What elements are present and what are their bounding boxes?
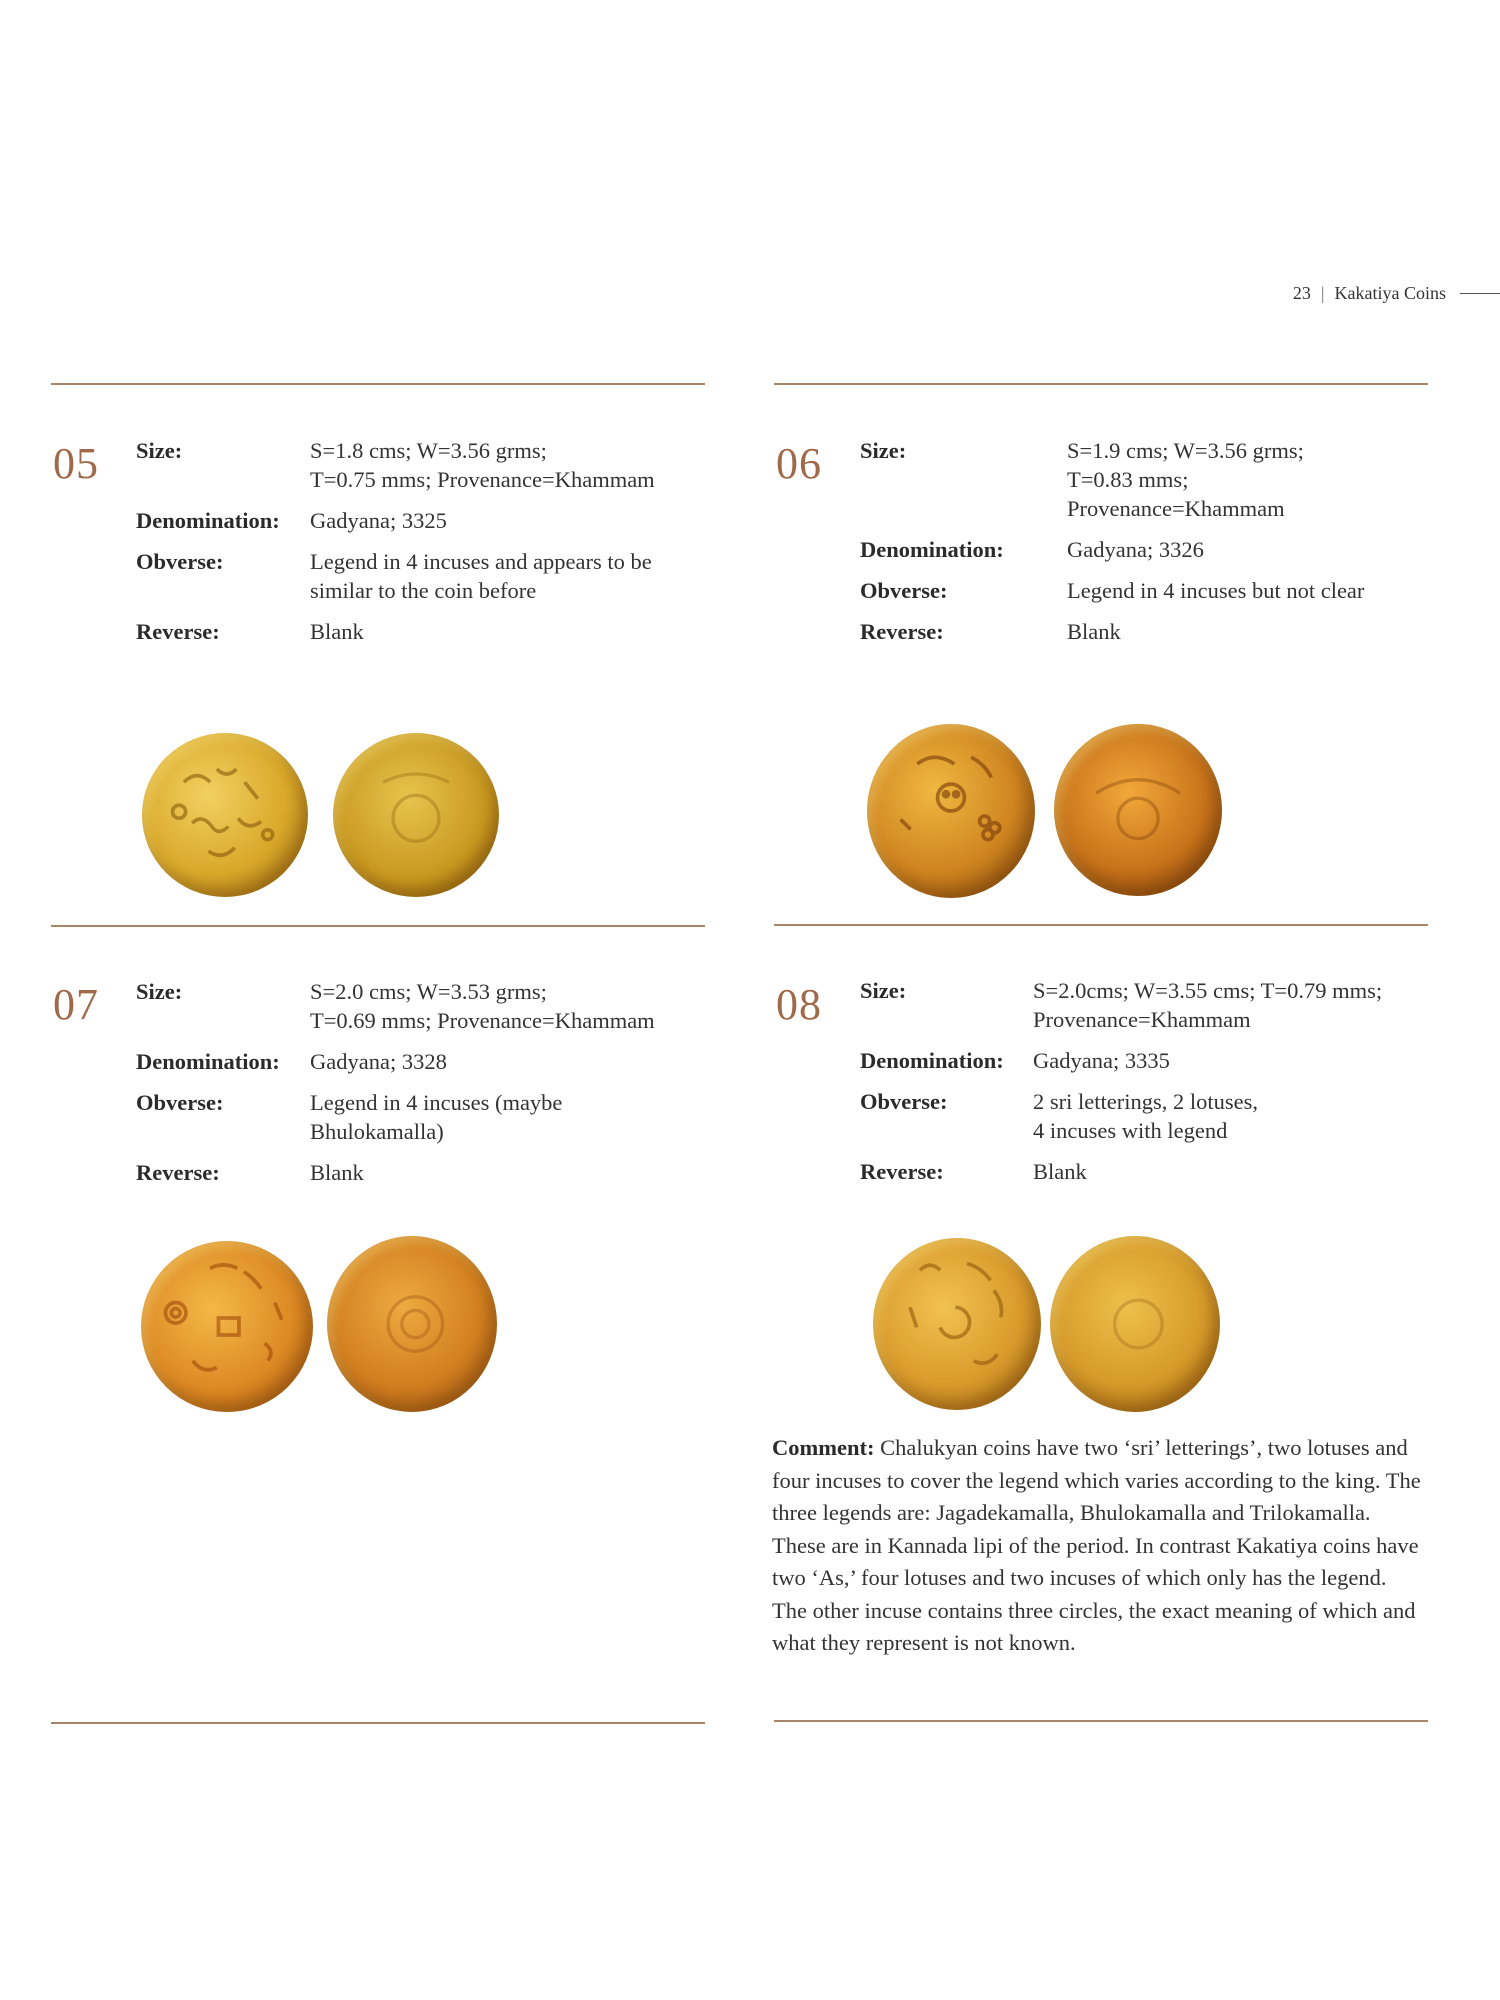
obverse-value [1033,1087,1258,1145]
size-line: Provenance=Khammam [1033,1007,1251,1032]
size-value [1067,436,1304,523]
coin-06-obverse-image [867,724,1035,898]
denomination-value: Gadyana; 3328 [310,1049,447,1074]
comment-text: Chalukyan coins have two ‘sri’ letterings’, two lotuses and four incuses to cover the legend which varies according to the king. The three legends are: Jagadekamalla, Bhulokamalla and Trilokamalla. These are in Kannada lipi of the period. In contrast Kakatiya coins have two ‘As,’ four lotuses and two incuses of which only has the legend. The other incuse contains three circles, the exact meaning of which and what they represent is not known. [772,1435,1421,1655]
size-line: T=0.69 mms; Provenance=Khammam [310,1008,655,1033]
size-line: T=0.75 mms; Provenance=Khammam [310,467,655,492]
size-line: S=1.9 cms; W=3.56 grms; [1067,438,1304,463]
size-line: Provenance=Khammam [1067,496,1285,521]
size-label: Size: [860,438,907,463]
page-header [1293,278,1500,308]
reverse-value: Blank [1033,1159,1087,1184]
page-number: 23 [1292,282,1311,303]
divider-top-right [774,383,1428,385]
denomination-label: Denomination: [136,1049,280,1074]
divider-bottom-left [51,1722,705,1724]
obverse-line: Legend in 4 incuses (maybe [310,1090,563,1115]
reverse-label: Reverse: [860,619,944,644]
size-line: S=1.8 cms; W=3.56 grms; [310,438,547,463]
comment-paragraph [772,1432,1426,1660]
denomination-label: Denomination: [136,508,280,533]
coin-specs-06 [860,436,1364,658]
coin-number-05: 05 [53,439,99,488]
coin-07-reverse-image [327,1236,497,1412]
size-line: S=2.0 cms; W=3.53 grms; [310,979,547,1004]
denomination-label: Denomination: [860,537,1004,562]
coin-specs-05 [136,436,655,658]
size-line: T=0.83 mms; [1067,467,1189,492]
coin-specs-07 [136,977,655,1199]
reverse-label: Reverse: [136,1160,220,1185]
denomination-value: Gadyana; 3325 [310,508,447,533]
denomination-value: Gadyana; 3335 [1033,1048,1170,1073]
divider-middle-left [51,925,705,927]
obverse-value [310,547,652,605]
coin-number-06: 06 [776,439,822,488]
divider-top-left [51,383,705,385]
denomination-value: Gadyana; 3326 [1067,537,1204,562]
size-label: Size: [860,978,907,1003]
size-value [1033,976,1382,1034]
header-rule [1460,293,1500,294]
reverse-value: Blank [1067,619,1121,644]
reverse-label: Reverse: [860,1159,944,1184]
comment-label: Comment: [772,1435,875,1460]
obverse-line: 4 incuses with legend [1033,1118,1228,1143]
obverse-value [310,1088,562,1146]
header-separator: | [1320,282,1325,303]
size-line: S=2.0cms; W=3.55 cms; T=0.79 mms; [1033,978,1383,1003]
coin-06-reverse-image [1054,724,1222,896]
obverse-line: Bhulokamalla) [310,1119,444,1144]
size-value [310,977,655,1035]
coin-08-reverse-image [1050,1236,1220,1412]
size-value [310,436,655,494]
reverse-value: Blank [310,619,364,644]
divider-bottom-right [774,1720,1428,1722]
obverse-line: Legend in 4 incuses but not clear [1067,578,1365,603]
size-label: Size: [136,979,183,1004]
coin-specs-08 [860,976,1382,1198]
reverse-label: Reverse: [136,619,220,644]
book-title: Kakatiya Coins [1334,282,1446,303]
coin-07-obverse-image [141,1241,313,1412]
obverse-label: Obverse: [136,1090,224,1115]
obverse-label: Obverse: [136,549,224,574]
coin-number-08: 08 [776,980,822,1029]
coin-05-reverse-image [333,733,499,897]
obverse-line: similar to the coin before [310,578,537,603]
size-label: Size: [136,438,183,463]
obverse-label: Obverse: [860,578,948,603]
divider-middle-right [774,924,1428,926]
reverse-value: Blank [310,1160,364,1185]
obverse-label: Obverse: [860,1089,948,1114]
obverse-line: Legend in 4 incuses and appears to be [310,549,652,574]
coin-08-obverse-image [873,1238,1041,1410]
coin-05-obverse-image [142,733,308,897]
obverse-value [1067,576,1364,605]
obverse-line: 2 sri letterings, 2 lotuses, [1033,1089,1258,1114]
coin-number-07: 07 [53,980,99,1029]
denomination-label: Denomination: [860,1048,1004,1073]
